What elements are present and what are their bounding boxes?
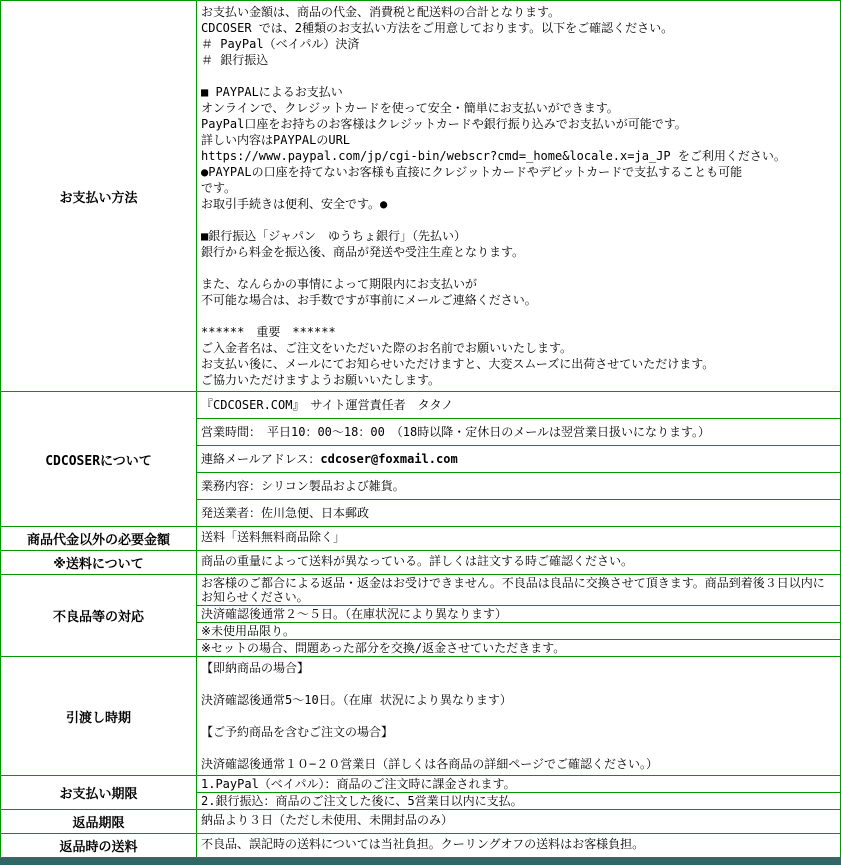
text-line: https://www.paypal.com/jp/cgi-bin/webscr?cmd=_home&locale.x=ja_JP をご利用ください。 xyxy=(201,149,786,163)
table-row xyxy=(1,1,841,392)
row-header: 商品代金以外の必要金額 xyxy=(1,527,197,551)
text-line xyxy=(201,212,836,228)
content-cell xyxy=(197,527,840,547)
text-line: 決済確認後通常２〜５日。（在庫状況により異なります） xyxy=(201,607,508,621)
table-row xyxy=(1,575,841,657)
text-line: お取引手続きは便利、安全です。● xyxy=(201,197,388,211)
text-line: 発送業者：佐川急便、日本郵政 xyxy=(201,506,370,520)
text-line: 【即納商品の場合】 xyxy=(201,661,310,675)
text-line: ＃ 銀行振込 xyxy=(201,53,269,67)
text-line xyxy=(201,708,836,724)
content-cell xyxy=(197,657,840,775)
footer-bar xyxy=(0,858,841,865)
row-content xyxy=(197,551,841,575)
row-content xyxy=(197,1,841,392)
text-line: ご協力いただけますようお願いいたします。 xyxy=(201,373,441,387)
text-line: 業務内容：シリコン製品および雑貨。 xyxy=(201,479,405,493)
content-cell xyxy=(197,834,840,854)
text-line: お支払い後に、メールにてお知らせいただけますと、大変スムーズに出荷させていただけます。 xyxy=(201,357,715,371)
table-row xyxy=(1,392,841,527)
text-line: 『CDCOSER.COM』 サイト運営責任者 タタノ xyxy=(201,398,454,412)
text-line: ●PAYPALの口座を持てないお客様も直接にクレジットカードやデビットカードで支払することも可能 xyxy=(201,165,743,179)
row-content xyxy=(197,776,841,810)
contact-email-line xyxy=(201,452,836,466)
row-content xyxy=(197,527,841,551)
content-cell xyxy=(197,392,840,418)
text-line xyxy=(201,260,836,276)
text-line: PayPal口座をお持ちのお客様はクレジットカードや銀行振り込みでお支払いが可能です。 xyxy=(201,117,687,131)
contact-email: cdcoser@foxmail.com xyxy=(320,452,458,466)
text-line: ****** 重要 ****** xyxy=(201,325,336,339)
text-line: ■銀行振込「ジャパン ゆうちょ銀行」（先払い） xyxy=(201,229,466,243)
row-header: ※送料について xyxy=(1,551,197,575)
row-header: 返品期限 xyxy=(1,810,197,834)
text-line xyxy=(201,676,836,692)
text-line: ※未使用品限り。 xyxy=(201,624,296,638)
text-line: お客様のご都合による返品・返金はお受けできません。不良品は良品に交換させて頂きます。商品到着後３日以内にお知らせください。 xyxy=(201,576,825,604)
text-line: 詳しい内容はPAYPALのURL xyxy=(201,133,351,147)
text-line: オンラインで、クレジットカードを使って安全・簡単にお支払いができます。 xyxy=(201,101,619,115)
content-cell xyxy=(197,810,840,830)
row-content xyxy=(197,834,841,858)
text-line: CDCOSER では、2種類のお支払い方法をご用意しております。以下をご確認ください。 xyxy=(201,21,674,35)
row-header: 返品時の送料 xyxy=(1,834,197,858)
content-cell xyxy=(197,472,840,499)
table-row xyxy=(1,776,841,810)
content-cell xyxy=(197,575,840,605)
row-header: 不良品等の対応 xyxy=(1,575,197,657)
table-row xyxy=(1,551,841,575)
text-line: 不良品、誤記時の送料については当社負担。クーリングオフの送料はお客様負担。 xyxy=(201,837,645,851)
text-line: ※セットの場合、問題あった部分を交換/返金させていただきます。 xyxy=(201,641,566,655)
content-cell xyxy=(197,605,840,622)
text-line: 商品の重量によって送料が異なっている。詳しくは註文する時ご確認ください。 xyxy=(201,554,634,568)
content-cell xyxy=(197,418,840,445)
text-line: ＃ PayPal（ベイパル）決済 xyxy=(201,37,360,51)
text-line: ■ PAYPALによるお支払い xyxy=(201,85,343,99)
text-line: 銀行から料金を振込後、商品が発送や受注生産となります。 xyxy=(201,245,525,259)
row-content xyxy=(197,575,841,657)
text-line xyxy=(201,308,836,324)
row-content xyxy=(197,657,841,776)
table-row xyxy=(1,527,841,551)
text-line: 営業時間： 平日10：00〜18：00 （18時以降・定休日のメールは翌営業日扱いになります。） xyxy=(201,425,711,439)
text-line: 2.銀行振込：商品のご注文した後に、5営業日以内に支払。 xyxy=(201,794,523,808)
content-cell xyxy=(197,499,840,526)
content-cell xyxy=(197,639,840,656)
text-line xyxy=(201,740,836,756)
row-header: お支払い期限 xyxy=(1,776,197,810)
table-row xyxy=(1,810,841,834)
text-line: 納品より３日（ただし未使用、未開封品のみ） xyxy=(201,813,454,827)
table-row xyxy=(1,657,841,776)
table-row xyxy=(1,834,841,858)
text-line: また、なんらかの事情によって期限内にお支払いが xyxy=(201,277,478,291)
content-cell xyxy=(197,776,840,792)
text-line: 不可能な場合は、お手数ですが事前にメールご連絡ください。 xyxy=(201,293,537,307)
text-line: お支払い金額は、商品の代金、消費税と配送料の合計となります。 xyxy=(201,5,561,19)
content-cell xyxy=(197,445,840,472)
text-line: 決済確認後通常１０−２０営業日（詳しくは各商品の詳細ページでご確認ください。） xyxy=(201,757,658,771)
contact-email-label: 連絡メールアドレス： xyxy=(201,452,321,466)
content-cell xyxy=(197,622,840,639)
text-line: 【ご予約商品を含むご注文の場合】 xyxy=(201,725,394,739)
content-cell xyxy=(197,551,840,571)
row-header: CDCOSERについて xyxy=(1,392,197,527)
text-line xyxy=(201,68,836,84)
row-header: お支払い方法 xyxy=(1,1,197,392)
text-line: 送料「送料無料商品除く」 xyxy=(201,530,346,544)
text-line: です。 xyxy=(201,181,237,195)
text-line: 1.PayPal（ベイパル）：商品のご注文時に課金されます。 xyxy=(201,777,516,791)
text-line: ご入金者名は、ご注文をいただいた際のお名前でお願いいたします。 xyxy=(201,341,573,355)
content-cell xyxy=(197,792,840,809)
row-content xyxy=(197,810,841,834)
content-cell xyxy=(197,1,840,391)
row-content xyxy=(197,392,841,527)
row-header: 引渡し時期 xyxy=(1,657,197,776)
text-line: 決済確認後通常5〜10日。（在庫 状況により異なります） xyxy=(201,693,512,707)
